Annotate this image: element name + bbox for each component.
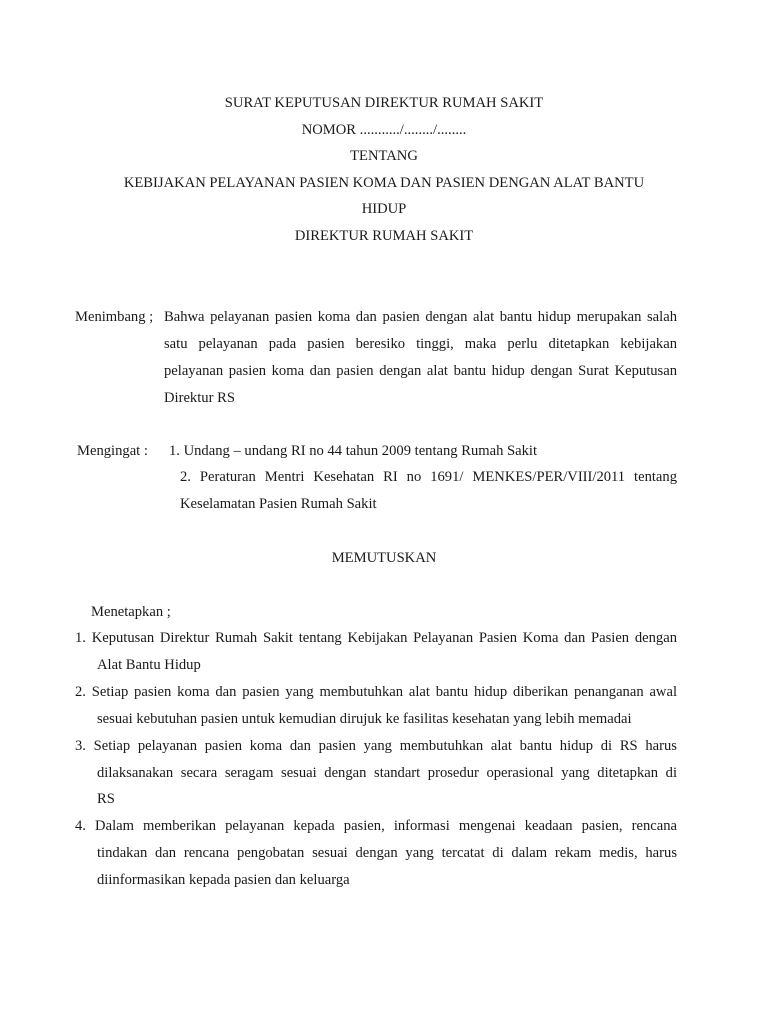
menetapkan-item-2-line-1: 2. Setiap pasien koma dan pasien yang membutuhkan alat bantu hidup diberikan penanganan awal (75, 684, 677, 700)
menimbang-line: satu pelayanan pada pasien beresiko tinggi, maka perlu ditetapkan kebijakan (164, 336, 677, 352)
menetapkan-item-3-line-1: 3. Setiap pelayanan pasien koma dan pasien yang membutuhkan alat bantu hidup di RS harus (75, 738, 677, 754)
menimbang-line: pelayanan pasien koma dan pasien dengan alat bantu hidup dengan Surat Keputusan (164, 363, 677, 379)
document-title: SURAT KEPUTUSAN DIREKTUR RUMAH SAKIT (224, 95, 544, 111)
subject-line-2: HIDUP (361, 201, 407, 217)
mengingat-label: Mengingat : (77, 443, 148, 459)
menetapkan-label: Menetapkan ; (91, 604, 171, 620)
mengingat-item-1: 1. Undang – undang RI no 44 tahun 2009 tentang Rumah Sakit (169, 443, 538, 459)
memutuskan-heading: MEMUTUSKAN (331, 550, 437, 566)
document-number: NOMOR .........../......../........ (301, 122, 467, 138)
menimbang-line: Bahwa pelayanan pasien koma dan pasien dengan alat bantu hidup merupakan salah (164, 309, 677, 325)
menetapkan-item-2-line-2: sesuai kebutuhan pasien untuk kemudian dirujuk ke fasilitas kesehatan yang lebih memadai (97, 711, 632, 727)
issuer-heading: DIREKTUR RUMAH SAKIT (294, 228, 474, 244)
tentang-heading: TENTANG (350, 148, 418, 164)
mengingat-item-2-line: 2. Peraturan Mentri Kesehatan RI no 1691/ MENKES/PER/VIII/2011 tentang (180, 469, 677, 485)
menetapkan-item-1-line-1: 1. Keputusan Direktur Rumah Sakit tentang Kebijakan Pelayanan Pasien Koma dan Pasien dengan (75, 630, 677, 646)
menetapkan-item-4-line-2: tindakan dan rencana pengobatan sesuai dengan yang tercatat di dalam rekam medis, harus (97, 845, 677, 861)
menetapkan-item-1-line-2: Alat Bantu Hidup (97, 657, 201, 673)
menimbang-line: Direktur RS (164, 390, 235, 406)
menimbang-text (164, 307, 677, 415)
menimbang-label: Menimbang ; (75, 309, 154, 325)
menetapkan-item-3-line-2: dilaksanakan secara seragam sesuai dengan standart prosedur operasional yang ditetapkan di (97, 765, 677, 781)
menetapkan-item-4-line-3: diinformasikan kepada pasien dan keluarga (97, 872, 350, 888)
menetapkan-item-3-line-3: RS (97, 791, 115, 807)
subject-line-1: KEBIJAKAN PELAYANAN PASIEN KOMA DAN PASIEN DENGAN ALAT BANTU (123, 175, 645, 191)
mengingat-item-2-line: Keselamatan Pasien Rumah Sakit (180, 496, 377, 512)
menetapkan-item-4-line-1: 4. Dalam memberikan pelayanan kepada pasien, informasi mengenai keadaan pasien, rencana (75, 818, 677, 834)
mengingat-item-2 (180, 467, 677, 521)
